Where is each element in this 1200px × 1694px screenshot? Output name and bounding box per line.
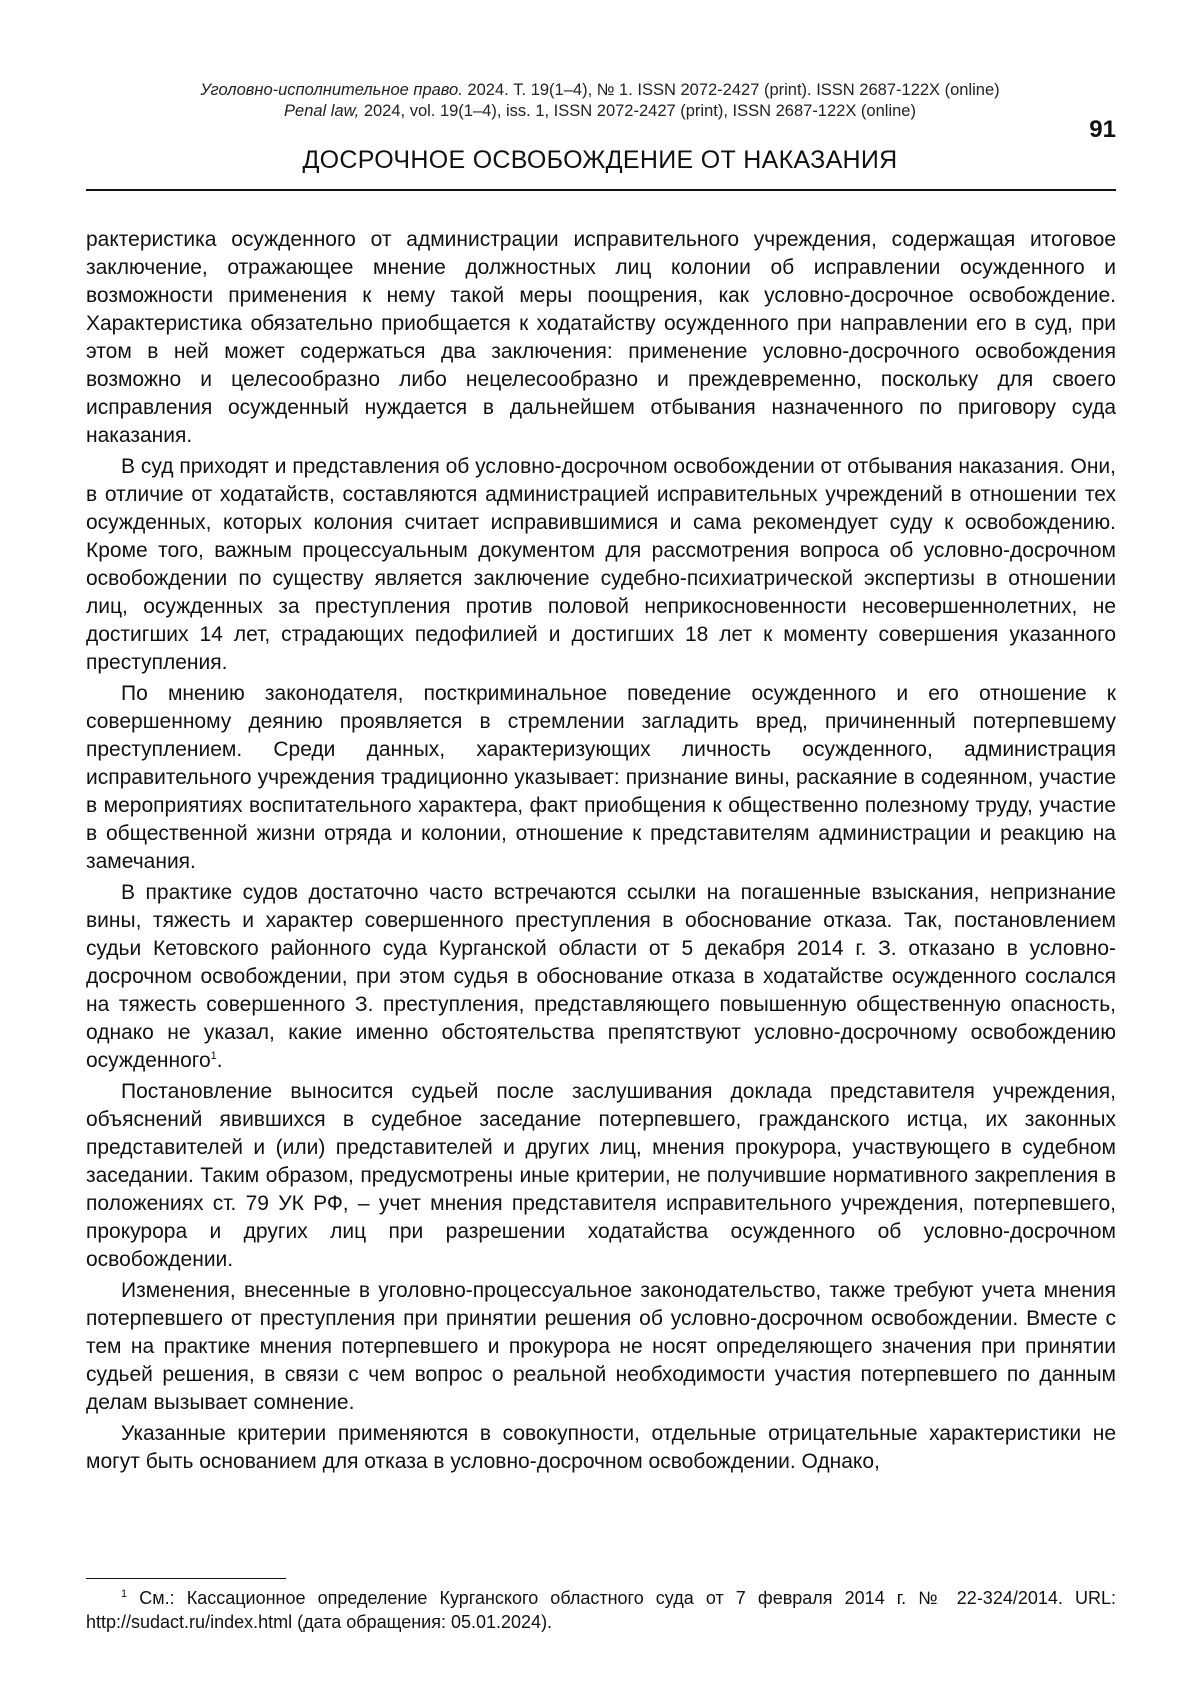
paragraph-6: Изменения, внесенные в уголовно-процессуальное законодательство, также требуют учета мнения потерпевшего от преступления при принятии решения об условно-досрочном освобождении. Вместе с тем на практике мнения потерпевшего и прокурора не носят определяющего значения при принятии судьей решения, в связи с чем вопрос о реальной необходимости участия потерпевшего по данным делам вызывает сомнение. <box>86 1279 1116 1414</box>
footnote-reference[interactable]: 1 <box>210 1050 217 1062</box>
paragraph-3: По мнению законодателя, посткриминальное поведение осужденного и его отношение к совершенному деянию проявляется в стремлении загладить вред, причиненный потерпевшему преступлением. Среди данных, характеризующих личность осужденного, администрация исправительного учреждения традиционно указывает: признание вины, раскаяние в содеянном, участие в мероприятиях воспитательного характера, факт приобщения к общественно полезному труду, участие в общественной жизни отряда и колонии, отношение к представителям администрации и реакцию на замечания. <box>86 682 1116 873</box>
footnote-mark: 1 <box>121 1588 128 1600</box>
paragraph-4-text: В практике судов достаточно часто встречаются ссылки на погашенные взыскания, непризнание вины, тяжесть и характер совершенного преступления в обоснование отказа. Так, постановлением судьи Кетовского районного суда Курганской области от 5 декабря 2014 г. З. отказано в условно-досрочном освобождении, при этом судья в обоснование отказа в ходатайстве осужденного сослался на тяжесть совершенного З. преступления, представляющего повышенную общественную опасность, однако не указал, какие именно обстоятельства препятствуют условно-досрочному освобождению осужденного <box>86 881 1116 1072</box>
paragraph-4-end: . <box>216 1049 223 1072</box>
running-head-en: Penal law, 2024, vol. 19(1–4), iss. 1, ISSN 2072-2427 (print), ISSN 2687-122X (online) <box>284 102 916 120</box>
paragraph-7: Указанные критерии применяются в совокупности, отдельные отрицательные характеристики не могут быть основанием для отказа в условно-досрочном освобождении. Однако, <box>86 1422 1116 1473</box>
footnote <box>86 1586 1116 1634</box>
paragraph-2: В суд приходят и представления об условно-досрочном освобождении от отбывания наказания. Они, в отличие от ходатайств, составляются администрацией исправительных учреждений в отношении тех осужденных, которых колония считает исправившимися и сама рекомендует суду к освобождению. Кроме того, важным процессуальным документом для рассмотрения вопроса об условно-досрочном освобождении по существу является заключение судебно-психиатрической экспертизы в отношении лиц, осужденных за преступления против половой неприкосновенности несовершеннолетних, не достигших 14 лет, страдающих педофилией и достигших 18 лет к моменту совершения указанного преступления. <box>86 455 1116 674</box>
footnote-divider <box>86 1578 286 1579</box>
footnote-text: См.: Кассационное определение Курганского областного суда от 7 февраля 2014 г. № 22-324/2014. URL: http://sudact.ru/index.html (дата обращения: 05.01.2024). <box>86 1588 1116 1632</box>
paragraph-4 <box>86 879 1116 1075</box>
header-divider <box>86 189 1116 191</box>
paragraph-1: рактеристика осужденного от администрации исправительного учреждения, содержащая итоговое заключение, отражающее мнение должностных лиц колонии об исправлении осужденного и возможности применения к нему такой меры поощрения, как условно-досрочное освобождение. Характеристика обязательно приобщается к ходатайству осужденного при направлении его в суд, при этом в ней может содержаться два заключения: применение условно-досрочного освобождения возможно и целесообразно либо нецелесообразно и преждевременно, поскольку для своего исправления осужденный нуждается в дальнейшем отбывания назначенного по приговору суда наказания. <box>86 228 1116 447</box>
page-number: 91 <box>1089 116 1116 143</box>
running-head-ru: Уголовно-исполнительное право. 2024. Т. 19(1–4), № 1. ISSN 2072-2427 (print). ISSN 2687-122X (online) <box>200 81 1000 99</box>
running-head <box>0 80 1200 122</box>
paragraph-5: Постановление выносится судьей после заслушивания доклада представителя учреждения, объяснений явившихся в судебное заседание потерпевшего, гражданского истца, их законных представителей и (или) представителей и других лиц, мнения прокурора, участвующего в судебном заседании. Таким образом, предусмотрены иные критерии, не получившие нормативного закрепления в положениях ст. 79 УК РФ, – учет мнения представителя исправительного учреждения, потерпевшего, прокурора и других лиц при разрешении ходатайства осужденного об условно-досрочном освобождении. <box>86 1080 1116 1271</box>
section-title: ДОСРОЧНОЕ ОСВОБОЖДЕНИЕ ОТ НАКАЗАНИЯ <box>302 146 898 174</box>
article-body <box>86 226 1116 1479</box>
